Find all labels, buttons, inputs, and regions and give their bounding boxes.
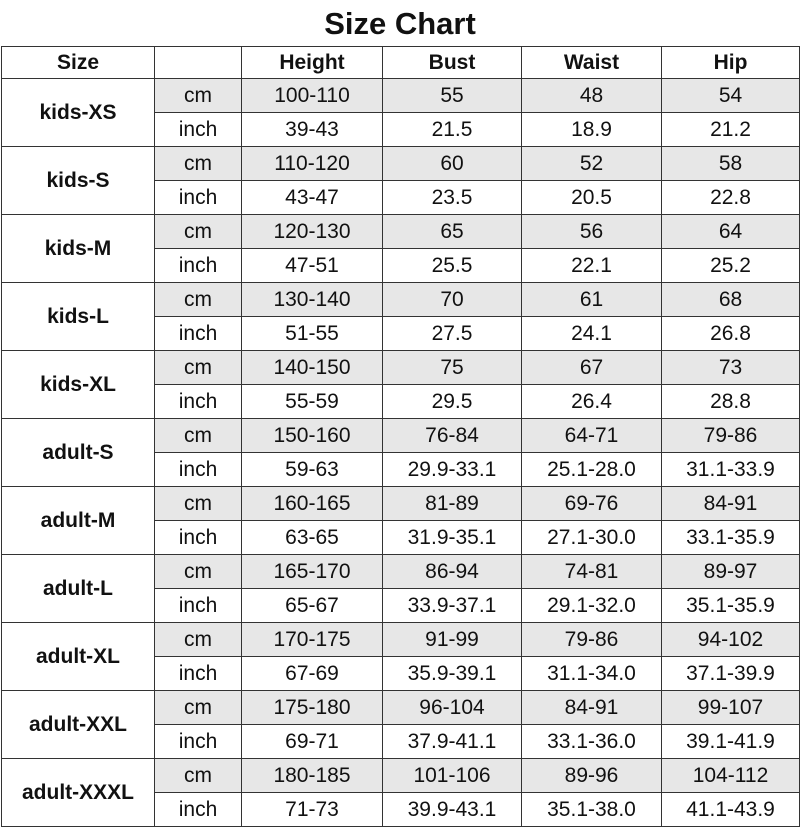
waist-inch-cell: 18.9 bbox=[522, 113, 662, 147]
height-inch-cell: 69-71 bbox=[242, 725, 383, 759]
size-label: adult-XL bbox=[2, 623, 155, 691]
waist-cm-cell: 52 bbox=[522, 147, 662, 181]
hip-inch-cell: 21.2 bbox=[662, 113, 800, 147]
size-label: kids-XS bbox=[2, 79, 155, 147]
unit-inch-label: inch bbox=[155, 793, 242, 827]
height-cm-cell: 170-175 bbox=[242, 623, 383, 657]
unit-inch-label: inch bbox=[155, 453, 242, 487]
header-size: Size bbox=[2, 47, 155, 79]
header-row bbox=[2, 47, 800, 79]
hip-inch-cell: 26.8 bbox=[662, 317, 800, 351]
waist-cm-cell: 67 bbox=[522, 351, 662, 385]
hip-inch-cell: 28.8 bbox=[662, 385, 800, 419]
unit-cm-label: cm bbox=[155, 419, 242, 453]
bust-cm-cell: 96-104 bbox=[383, 691, 522, 725]
hip-cm-cell: 68 bbox=[662, 283, 800, 317]
bust-inch-cell: 21.5 bbox=[383, 113, 522, 147]
bust-cm-cell: 91-99 bbox=[383, 623, 522, 657]
height-cm-cell: 165-170 bbox=[242, 555, 383, 589]
waist-inch-cell: 22.1 bbox=[522, 249, 662, 283]
height-inch-cell: 71-73 bbox=[242, 793, 383, 827]
table-row bbox=[2, 555, 800, 589]
hip-inch-cell: 37.1-39.9 bbox=[662, 657, 800, 691]
table-row bbox=[2, 351, 800, 385]
unit-cm-label: cm bbox=[155, 147, 242, 181]
height-inch-cell: 51-55 bbox=[242, 317, 383, 351]
bust-cm-cell: 60 bbox=[383, 147, 522, 181]
table-row bbox=[2, 147, 800, 181]
size-chart-table bbox=[1, 46, 800, 827]
unit-cm-label: cm bbox=[155, 283, 242, 317]
hip-inch-cell: 25.2 bbox=[662, 249, 800, 283]
unit-cm-label: cm bbox=[155, 351, 242, 385]
table-row bbox=[2, 283, 800, 317]
height-cm-cell: 120-130 bbox=[242, 215, 383, 249]
unit-cm-label: cm bbox=[155, 623, 242, 657]
hip-cm-cell: 89-97 bbox=[662, 555, 800, 589]
height-inch-cell: 55-59 bbox=[242, 385, 383, 419]
unit-inch-label: inch bbox=[155, 317, 242, 351]
hip-cm-cell: 99-107 bbox=[662, 691, 800, 725]
table-row bbox=[2, 691, 800, 725]
bust-inch-cell: 29.9-33.1 bbox=[383, 453, 522, 487]
table-row bbox=[2, 623, 800, 657]
waist-cm-cell: 61 bbox=[522, 283, 662, 317]
bust-inch-cell: 31.9-35.1 bbox=[383, 521, 522, 555]
height-inch-cell: 65-67 bbox=[242, 589, 383, 623]
height-cm-cell: 140-150 bbox=[242, 351, 383, 385]
bust-inch-cell: 23.5 bbox=[383, 181, 522, 215]
waist-cm-cell: 69-76 bbox=[522, 487, 662, 521]
bust-inch-cell: 37.9-41.1 bbox=[383, 725, 522, 759]
unit-inch-label: inch bbox=[155, 181, 242, 215]
bust-cm-cell: 70 bbox=[383, 283, 522, 317]
table-row bbox=[2, 419, 800, 453]
unit-cm-label: cm bbox=[155, 215, 242, 249]
table-row bbox=[2, 759, 800, 793]
waist-inch-cell: 29.1-32.0 bbox=[522, 589, 662, 623]
height-cm-cell: 160-165 bbox=[242, 487, 383, 521]
hip-cm-cell: 84-91 bbox=[662, 487, 800, 521]
unit-inch-label: inch bbox=[155, 657, 242, 691]
size-label: kids-L bbox=[2, 283, 155, 351]
header-hip: Hip bbox=[662, 47, 800, 79]
height-inch-cell: 59-63 bbox=[242, 453, 383, 487]
height-cm-cell: 150-160 bbox=[242, 419, 383, 453]
header-bust: Bust bbox=[383, 47, 522, 79]
waist-inch-cell: 33.1-36.0 bbox=[522, 725, 662, 759]
size-label: adult-XXL bbox=[2, 691, 155, 759]
bust-cm-cell: 55 bbox=[383, 79, 522, 113]
unit-inch-label: inch bbox=[155, 725, 242, 759]
unit-inch-label: inch bbox=[155, 113, 242, 147]
page-title: Size Chart bbox=[324, 6, 476, 41]
hip-inch-cell: 31.1-33.9 bbox=[662, 453, 800, 487]
height-cm-cell: 100-110 bbox=[242, 79, 383, 113]
waist-inch-cell: 27.1-30.0 bbox=[522, 521, 662, 555]
size-label: kids-M bbox=[2, 215, 155, 283]
bust-cm-cell: 76-84 bbox=[383, 419, 522, 453]
header-waist: Waist bbox=[522, 47, 662, 79]
hip-cm-cell: 104-112 bbox=[662, 759, 800, 793]
height-inch-cell: 39-43 bbox=[242, 113, 383, 147]
table-row bbox=[2, 487, 800, 521]
unit-cm-label: cm bbox=[155, 759, 242, 793]
hip-cm-cell: 64 bbox=[662, 215, 800, 249]
bust-inch-cell: 39.9-43.1 bbox=[383, 793, 522, 827]
waist-cm-cell: 64-71 bbox=[522, 419, 662, 453]
waist-inch-cell: 26.4 bbox=[522, 385, 662, 419]
hip-inch-cell: 41.1-43.9 bbox=[662, 793, 800, 827]
waist-inch-cell: 24.1 bbox=[522, 317, 662, 351]
hip-cm-cell: 58 bbox=[662, 147, 800, 181]
bust-cm-cell: 101-106 bbox=[383, 759, 522, 793]
size-label: adult-L bbox=[2, 555, 155, 623]
unit-cm-label: cm bbox=[155, 79, 242, 113]
unit-inch-label: inch bbox=[155, 249, 242, 283]
unit-cm-label: cm bbox=[155, 487, 242, 521]
height-cm-cell: 180-185 bbox=[242, 759, 383, 793]
height-inch-cell: 67-69 bbox=[242, 657, 383, 691]
hip-inch-cell: 22.8 bbox=[662, 181, 800, 215]
unit-cm-label: cm bbox=[155, 691, 242, 725]
height-inch-cell: 47-51 bbox=[242, 249, 383, 283]
hip-inch-cell: 35.1-35.9 bbox=[662, 589, 800, 623]
bust-inch-cell: 25.5 bbox=[383, 249, 522, 283]
waist-cm-cell: 89-96 bbox=[522, 759, 662, 793]
hip-cm-cell: 54 bbox=[662, 79, 800, 113]
bust-cm-cell: 75 bbox=[383, 351, 522, 385]
unit-inch-label: inch bbox=[155, 521, 242, 555]
unit-cm-label: cm bbox=[155, 555, 242, 589]
size-table-body bbox=[2, 79, 800, 827]
bust-inch-cell: 27.5 bbox=[383, 317, 522, 351]
header-unit bbox=[155, 47, 242, 79]
bust-inch-cell: 29.5 bbox=[383, 385, 522, 419]
bust-cm-cell: 65 bbox=[383, 215, 522, 249]
waist-cm-cell: 74-81 bbox=[522, 555, 662, 589]
bust-cm-cell: 86-94 bbox=[383, 555, 522, 589]
size-label: kids-XL bbox=[2, 351, 155, 419]
waist-inch-cell: 31.1-34.0 bbox=[522, 657, 662, 691]
hip-inch-cell: 33.1-35.9 bbox=[662, 521, 800, 555]
waist-inch-cell: 35.1-38.0 bbox=[522, 793, 662, 827]
header-height: Height bbox=[242, 47, 383, 79]
waist-cm-cell: 56 bbox=[522, 215, 662, 249]
hip-cm-cell: 79-86 bbox=[662, 419, 800, 453]
waist-cm-cell: 79-86 bbox=[522, 623, 662, 657]
size-label: adult-M bbox=[2, 487, 155, 555]
hip-cm-cell: 73 bbox=[662, 351, 800, 385]
unit-inch-label: inch bbox=[155, 589, 242, 623]
table-row bbox=[2, 79, 800, 113]
size-label: adult-XXXL bbox=[2, 759, 155, 827]
height-cm-cell: 110-120 bbox=[242, 147, 383, 181]
waist-inch-cell: 25.1-28.0 bbox=[522, 453, 662, 487]
bust-inch-cell: 33.9-37.1 bbox=[383, 589, 522, 623]
height-cm-cell: 175-180 bbox=[242, 691, 383, 725]
height-cm-cell: 130-140 bbox=[242, 283, 383, 317]
waist-cm-cell: 48 bbox=[522, 79, 662, 113]
hip-cm-cell: 94-102 bbox=[662, 623, 800, 657]
table-row bbox=[2, 215, 800, 249]
waist-inch-cell: 20.5 bbox=[522, 181, 662, 215]
size-label: adult-S bbox=[2, 419, 155, 487]
bust-cm-cell: 81-89 bbox=[383, 487, 522, 521]
hip-inch-cell: 39.1-41.9 bbox=[662, 725, 800, 759]
height-inch-cell: 63-65 bbox=[242, 521, 383, 555]
unit-inch-label: inch bbox=[155, 385, 242, 419]
bust-inch-cell: 35.9-39.1 bbox=[383, 657, 522, 691]
waist-cm-cell: 84-91 bbox=[522, 691, 662, 725]
size-label: kids-S bbox=[2, 147, 155, 215]
height-inch-cell: 43-47 bbox=[242, 181, 383, 215]
